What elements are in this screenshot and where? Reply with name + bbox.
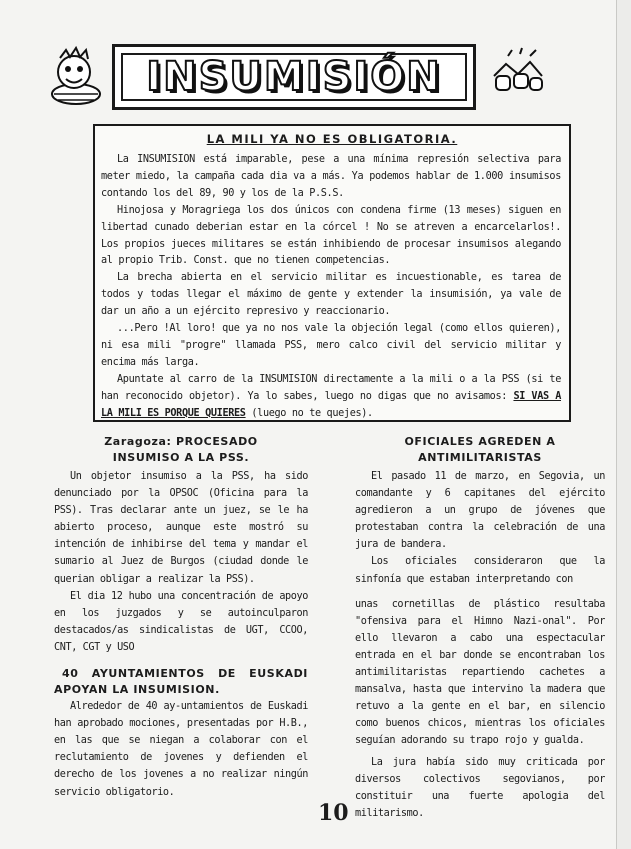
masthead-banner [112, 44, 476, 110]
lead-paragraph: ...Pero !Al loro! que ya no nos vale la objeción legal (como ellos quieren), ni esa mili "progre" llamada PSS, mero calco civil del servicio militar y encima más larga. [101, 323, 561, 368]
article-paragraph: El pasado 11 de marzo, en Segovia, un comandante y 6 capitanes del ejército agredieron a un grupo de jóvenes que protestaban contra la celebración de una jura de bandera. [355, 471, 605, 551]
article-paragraph: Alrededor de 40 ay-untamientos de Euskadi han aprobado mociones, presentadas por H.B., en las que se niegan a colaborar con el reclutamiento de jovenes y defienden el derecho de los jovenes a no realizar ningún servicio obligatorio. [54, 701, 308, 798]
page-number: 10 [318, 800, 349, 826]
article-paragraph: Un objetor insumiso a la PSS, ha sido denunciado por la OPSOC (Oficina para la PSS). Tras declarar ante un juez, se le ha abierto proceso, aunque este mostró su intención de inhibirse del tema y mandar el sumario al Juez de Burgos (ciudad donde le querian obligar a realizar la PSS). [54, 471, 308, 585]
article-paragraph: Los oficiales consideraron que la sinfonía que estaban interpretando con [355, 556, 605, 585]
page-edge-shadow [616, 0, 631, 849]
article-paragraph: El dia 12 hubo una concentración de apoyo en los juzgados y se autoinculparon destacados/as sindicalistas de UGT, CCOO, CNT, CGT y USO [54, 590, 308, 653]
masthead-frame [121, 53, 467, 101]
lead-paragraph: Hinojosa y Moragriega los dos únicos con condena firme (13 meses) siguen en libertad cunado deberian estar en la córcel ! No se atreven a encarcelarlos!. Los propios jueces militares se están inhibiendo de procesar insumisos alegando al propio Trib. Const. que no tienen competencias. [101, 204, 561, 267]
article-paragraph: unas cornetillas de plástico resultaba "ofensiva para el Himno Nazi-onal". Por ello llevaron a cabo una espectacular entrada en el bar donde se encontraban los antimilitaristas repartiendo cachetes a mansalva, hasta que intervino la madera que retuvo a la gente en el bar, en silencio como buenos chicos, mientras los oficiales seguían adorando su trapo rojo y gualda. [355, 598, 605, 747]
headline-euskadi: 40 AYUNTAMIENTOS DE EUSKADI APOYAN LA INSUMISION. [54, 667, 308, 697]
right-column [355, 434, 605, 822]
cartoon-fists-illustration [486, 46, 550, 102]
headline-zaragoza: Zaragoza: PROCESADO INSUMISO A LA PSS. [104, 435, 258, 464]
headline-oficiales: OFICIALES AGREDEN A ANTIMILITARISTAS [404, 435, 556, 464]
left-column [54, 434, 308, 801]
masthead-title: INSUMISIÓN [146, 54, 442, 100]
lead-article-box [93, 124, 571, 422]
article-paragraph: La jura había sido muy criticada por diversos colectivos segovianos, por constituir una fuerte apologia del militarismo. [355, 756, 605, 819]
lead-article-body [101, 152, 561, 423]
lead-paragraph: La INSUMISION está imparable, pese a una mínima represión selectiva para meter miedo, la campaña cada dia va a más. Ya podemos hablar de 1.000 insumisos contando los del 89, 90 y los de la P.S.S. [101, 154, 561, 199]
lead-paragraph [101, 372, 561, 423]
lead-closing: (luego no te quejes). [245, 407, 373, 419]
lead-paragraph: La brecha abierta en el servicio militar es incuestionable, es tarea de todos y todas llegar el máximo de gente y extender la insumisión, ya vale de dar un año a un ejército represivo y reaccionario. [101, 272, 561, 318]
lead-article-title: LA MILI YA NO ES OBLIGATORIA. [206, 132, 458, 146]
cartoon-face-illustration [46, 44, 108, 108]
lead-slogan: SI VAS A LA MILI ES PORQUE QUIERES [101, 390, 561, 419]
lead-call-to-action: Apuntate al carro de la INSUMISION directamente a la mili o a la PSS (si te han reconocido objetor). Ya lo sabes, luego no digas que no avisamos: [101, 373, 561, 402]
